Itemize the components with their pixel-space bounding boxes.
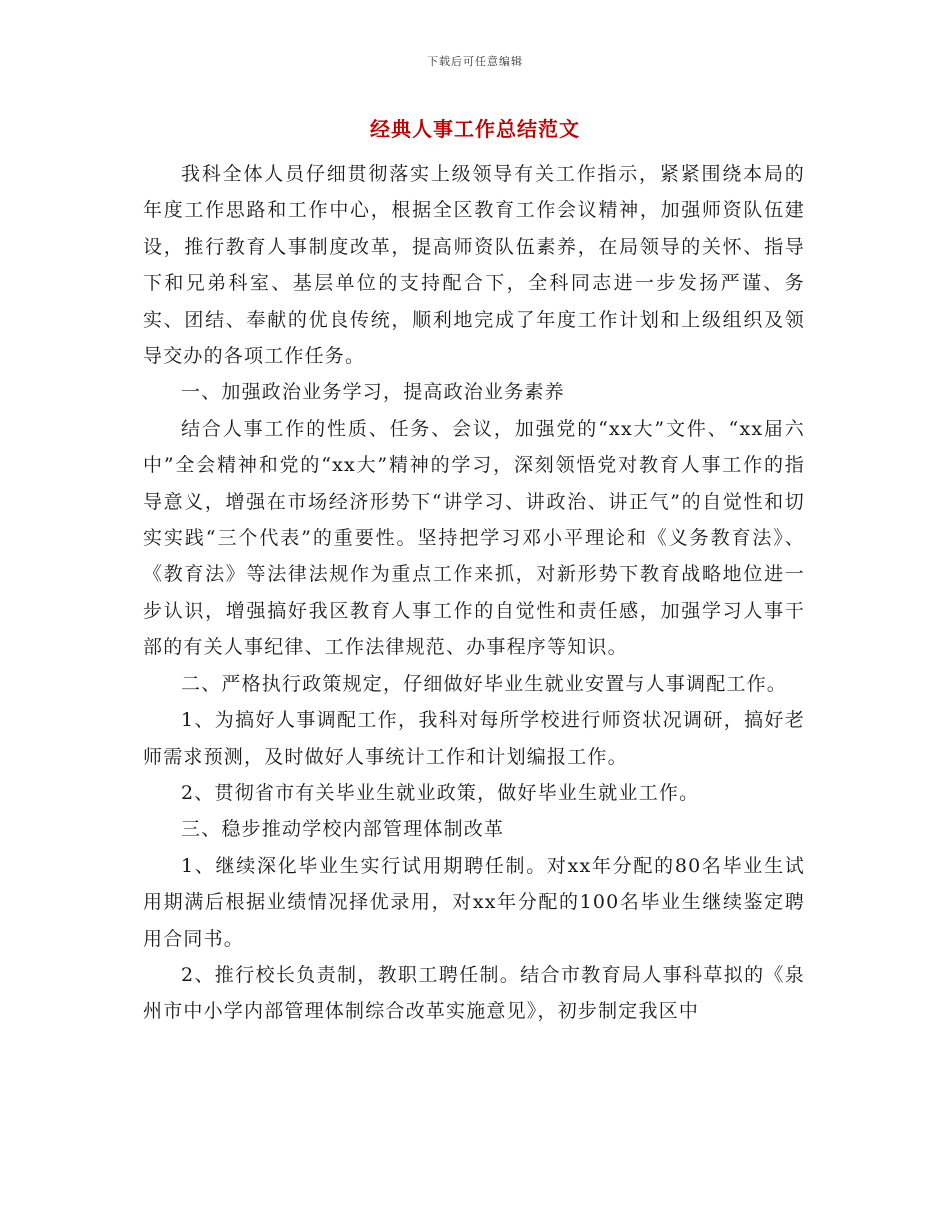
- section-heading-3: 三、稳步推动学校内部管理体制改革: [181, 818, 505, 841]
- section-heading-2: 二、严格执行政策规定，仔细做好毕业生就业安置与人事调配工作。: [181, 672, 788, 695]
- document-body: [143, 156, 805, 1030]
- paragraph-item-2-1: 1、为搞好人事调配工作，我科对每所学校进行师资状况调研，搞好老师需求预测，及时做好人事统计工作和计划编报工作。: [143, 709, 805, 768]
- paragraph-item-3-1: 1、继续深化毕业生实行试用期聘任制。对xx年分配的80名毕业生试用期满后根据业绩情况择优录用，对xx年分配的100名毕业生继续鉴定聘用合同书。: [143, 854, 805, 950]
- paragraph-intro: 我科全体人员仔细贯彻落实上级领导有关工作指示，紧紧围绕本局的年度工作思路和工作中心，根据全区教育工作会议精神，加强师资队伍建设，推行教育人事制度改革，提高师资队伍素养，在局领导的关怀、指导下和兄弟科室、基层单位的支持配合下，全科同志进一步发扬严谨、务实、团结、奉献的优良传统，顺利地完成了年度工作计划和上级组织及领导交办的各项工作任务。: [143, 163, 805, 368]
- paragraph-item-2-2: 2、贯彻省市有关毕业生就业政策，做好毕业生就业工作。: [181, 781, 700, 804]
- header-note: 下载后可任意编辑: [427, 55, 523, 68]
- paragraph-section-1: 结合人事工作的性质、任务、会议，加强党的“xx大”文件、“xx届六中”全会精神和党的“xx大”精神的学习，深刻领悟党对教育人事工作的指导意义，增强在市场经济形势下“讲学习、讲政治、讲正气”的自觉性和切实实践“三个代表”的重要性。坚持把学习邓小平理论和《义务教育法》、《教育法》等法律法规作为重点工作来抓，对新形势下教育战略地位进一步认识，增强搞好我区教育人事工作的自觉性和责任感，加强学习人事干部的有关人事纪律、工作法律规范、办事程序等知识。: [143, 417, 805, 659]
- paragraph-item-3-2: 2、推行校长负责制，教职工聘任制。结合市教育局人事科草拟的《泉州市中小学内部管理体制综合改革实施意见》，初步制定我区中: [143, 963, 805, 1023]
- section-heading-1: 一、加强政治业务学习，提高政治业务素养: [181, 381, 565, 404]
- document-title: 经典人事工作总结范文: [370, 117, 580, 141]
